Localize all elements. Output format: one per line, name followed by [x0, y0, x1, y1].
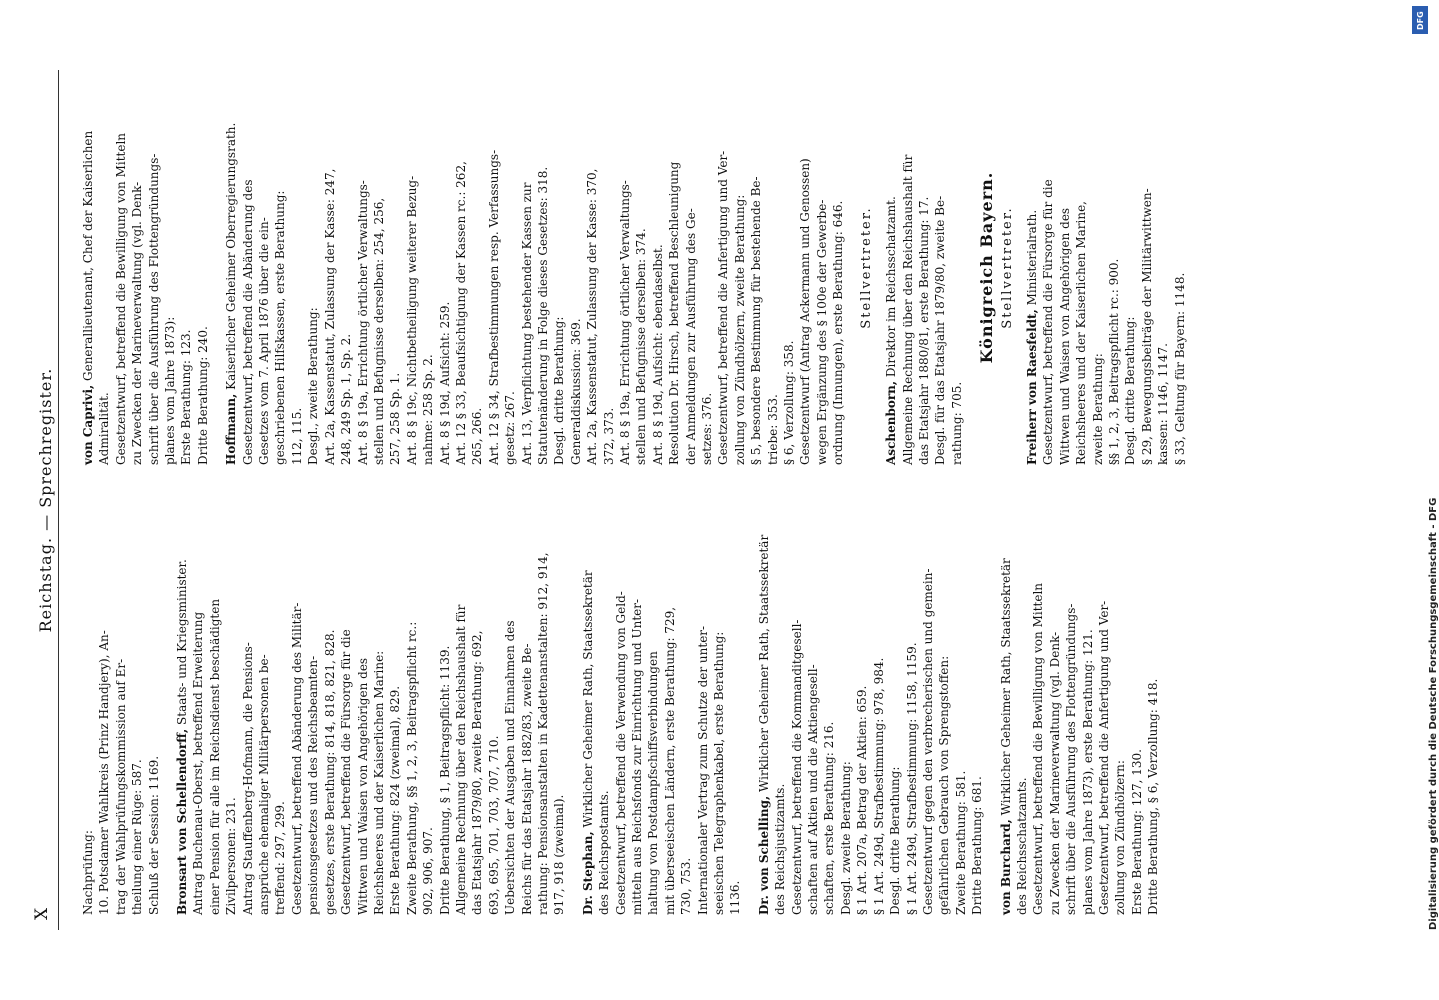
entry-line-text: Desgl. zweite Berathung:: [838, 761, 853, 915]
entry-name: Aschenborn,: [884, 380, 899, 465]
entry-line-text: Direktor im Reichsschatzamt.: [884, 196, 899, 378]
entry-line-text: seeischen Telegraphenkabel, erste Berathung:: [712, 631, 727, 915]
entry-line-text: stellen und Befugnisse derselben: 374.: [634, 228, 649, 465]
entry-name: von Caprivi,: [81, 384, 95, 465]
entry-line-text: zu Zwecken der Marineverwaltung (vgl. Denk-: [130, 181, 145, 465]
entry-line-text: Art. 12 § 33, Beaufsichtigung der Kassen rc.: 262,: [453, 161, 468, 465]
entry-line: [96, 70, 112, 465]
entry-line: [1014, 520, 1030, 915]
entry-line-text: schaften, erste Berathung: 216.: [822, 721, 837, 915]
entry-line: [699, 70, 715, 465]
entry-line: [404, 520, 420, 915]
entry-line: [551, 520, 567, 915]
entry-line: [207, 520, 223, 915]
entry-line-text: 10. Potsdamer Wahlkreis (Prinz Handjery), An-: [97, 630, 112, 915]
entry-line-text: § 6, Verzollung: 358.: [782, 340, 797, 465]
entry-line: [502, 70, 518, 465]
entry-line-text: Wittwen und Waisen von Angehörigen des: [1057, 207, 1072, 465]
dfg-logo-text: DFG: [1416, 11, 1425, 30]
entry-line: [1139, 70, 1155, 465]
entry-line-text: Wirklicher Geheimer Rath, Staatssekretär: [998, 558, 1013, 816]
entry-line-text: kassen: 1146, 1147.: [1156, 343, 1171, 465]
entry-line-text: §§ 1, 2, 3, Beitragspflicht rc.: 900.: [1106, 258, 1121, 465]
entry-line-text: Gesetzentwurf, betreffend Abänderung des Militär-: [289, 602, 304, 915]
entry-line: [519, 70, 535, 465]
register-entry-bronsart: [174, 520, 568, 915]
entry-line-text: gesetzes, erste Berathung: 814, 818, 821, 828.: [322, 629, 337, 915]
entry-line: [289, 70, 305, 465]
entry-line: [190, 520, 206, 915]
digitization-stamp: [1414, 30, 1439, 990]
entry-line: [420, 520, 436, 915]
entry-line: [727, 520, 743, 915]
entry-line-text: stellen und Befugnisse derselben: 254, 256,: [371, 197, 386, 465]
entry-line-text: Reichsheeres und der Kaiserlichen Marine:: [371, 650, 386, 915]
entry-name: von Burchard,: [998, 819, 1013, 915]
entry-line: [1080, 520, 1096, 915]
entry-line: [1106, 70, 1122, 465]
entry-line: [711, 520, 727, 915]
entry-line-text: 257, 258 Sp. 1.: [388, 372, 403, 465]
entry-line: [814, 70, 830, 465]
entry-line-text: 693, 695, 701, 703, 707, 710.: [486, 735, 501, 915]
entry-line-text: Wirklicher Geheimer Rath, Staatssekretär: [756, 534, 771, 792]
entry-line: [584, 70, 600, 465]
entry-line: [195, 70, 211, 465]
entry-line-text: Art. 8 § 19d, Aufsicht: 259.: [437, 301, 452, 465]
entry-line: [830, 70, 846, 465]
entry-line-text: ansprüche ehemaliger Militärpersonen be-: [257, 654, 272, 915]
entry-line: [1024, 70, 1040, 465]
entry-line-text: 248, 249 Sp. 1, Sp. 2.: [339, 333, 354, 465]
column-divider: [70, 494, 1370, 495]
entry-line: [932, 70, 948, 465]
entry-line-text: haltung von Postdampfschiffsverbindungen: [646, 651, 661, 915]
entry-line: [838, 520, 854, 915]
entry-line: [178, 70, 194, 465]
entry-line: [765, 70, 781, 465]
entry-line: [305, 520, 321, 915]
entry-line-text: Staats- und Kriegsminister.: [175, 559, 190, 725]
entry-line: [633, 70, 649, 465]
entry-line: [272, 520, 288, 915]
entry-line-text: Zweite Berathung, §§ 1, 2, 3, Beitragspflicht rc.:: [404, 621, 419, 915]
entry-line: [80, 520, 96, 915]
register-entry-caprivi: [80, 70, 211, 465]
entry-line-text: einer Pension für alle im Reichsdienst beschädigten: [207, 598, 222, 915]
entry-line-text: Gesetzentwurf, betreffend die Fürsorge für die: [1041, 179, 1056, 465]
entry-line: [1073, 70, 1089, 465]
entry-line: [223, 520, 239, 915]
entry-line-text: Erste Berathung: 824 (zweimal), 829.: [388, 685, 403, 915]
register-entry-stephan: [580, 520, 744, 915]
entry-line-text: Nachprüfung:: [81, 830, 95, 915]
entry-line-text: das Etatsjahr 1880/81, erste Berathung: 17.: [916, 196, 931, 465]
entry-line: [887, 520, 903, 915]
entry-line: [781, 70, 797, 465]
entry-line-text: Resolution Dr. Hirsch, betreffend Beschleunigung: [667, 161, 682, 465]
entry-line: [629, 520, 645, 915]
entry-line-text: § 1 Art. 249d, Strafbestimmung: 1158, 1159.: [904, 642, 919, 915]
entry-line: [789, 520, 805, 915]
entry-line: [920, 520, 936, 915]
entry-line: [1063, 520, 1079, 915]
column-left: [80, 520, 1370, 915]
entry-line-text: Gesetzentwurf, betreffend die Verwendung von Geld-: [613, 591, 628, 915]
entry-line: [338, 70, 354, 465]
register-entry-raesfeldt: [1024, 70, 1188, 465]
entry-line: [883, 70, 899, 465]
entry-line: [289, 520, 305, 915]
entry-line-text: Admiralität.: [97, 392, 112, 465]
entry-line-text: Antrag Buchenau-Oberst, betreffend Erweiterung: [191, 611, 206, 915]
entry-line: [502, 520, 518, 915]
entry-line: [678, 520, 694, 915]
entry-line: [322, 70, 338, 465]
entry-line: [113, 70, 129, 465]
entry-line: [1057, 70, 1073, 465]
entry-line-text: Zweite Berathung: 581.: [953, 770, 968, 915]
entry-line-text: Gesetzentwurf, betreffend die Anfertigung und Ver-: [1096, 600, 1111, 915]
entry-line: [387, 70, 403, 465]
section-subtitle: Stellvertreter.: [999, 206, 1015, 329]
entry-line-text: mit überseeischen Ländern, erste Berathung: 729,: [662, 606, 677, 915]
entry-line-text: Internationaler Vertrag zum Schutze der unter-: [695, 625, 710, 915]
entry-line-text: schrift über die Ausführung des Flottengründungs-: [146, 153, 161, 465]
entry-line: [305, 70, 321, 465]
entry-name: Dr. von Schelling,: [756, 795, 771, 915]
entry-line: [256, 70, 272, 465]
entry-line: [96, 520, 112, 915]
entry-line-text: Desgl. dritte Berathung:: [552, 316, 567, 465]
entry-line: [645, 520, 661, 915]
entry-line-text: Wittwen und Waisen von Angehörigen des: [355, 657, 370, 915]
entry-name: Dr. Stephan,: [580, 831, 595, 915]
entry-line: [1172, 70, 1188, 465]
entry-line: [387, 520, 403, 915]
entry-line-text: setzes: 376.: [700, 392, 715, 465]
entry-line-text: gefährlichen Gebrauch von Sprengstoffen:: [937, 655, 952, 915]
entry-line-text: 112, 115.: [289, 407, 304, 465]
entry-line: [355, 520, 371, 915]
entry-line: [437, 520, 453, 915]
entry-line-text: Gesetzentwurf, betreffend die Bewilligung von Mitteln: [1031, 582, 1046, 915]
entry-line-text: 1136.: [728, 880, 743, 915]
entry-line-text: Zivilpersonen: 231.: [224, 797, 239, 915]
entry-line-text: Gesetzentwurf, betreffend die Bewilligung von Mitteln: [113, 132, 128, 465]
entry-line-text: zollung von Zündhölzern:: [1113, 760, 1128, 915]
entry-line-text: des Reichsjustizamts.: [773, 783, 788, 915]
entry-line: [1122, 70, 1138, 465]
entry-line-text: trag der Wahlprüfungskommission auf Er-: [113, 658, 128, 915]
entry-line: [748, 70, 764, 465]
entry-line: [854, 520, 870, 915]
entry-line: [129, 70, 145, 465]
entry-line-text: § 1 Art. 249d, Strafbestimmung: 978, 984.: [871, 657, 886, 915]
entry-line: [871, 520, 887, 915]
entry-line: [998, 520, 1014, 915]
entry-line-text: pensionsgesetzes und des Reichsbeamten-: [306, 655, 321, 915]
entry-line-text: Art. 8 § 19a, Errichtung örtlicher Verwaltungs-: [355, 180, 370, 465]
entry-line: [80, 70, 96, 465]
entry-line: [453, 520, 469, 915]
entry-line: [240, 520, 256, 915]
digitization-stamp-text: Digitalisierung gefördert durch die Deutsche Forschungsgemeinschaft - DFG: [1428, 497, 1439, 930]
entry-line-text: Kaiserlicher Geheimer Oberregierungsrath.: [224, 122, 239, 390]
entry-line-text: Ministerialrath.: [1024, 209, 1039, 306]
entry-line-text: § 29, Bewegungsbeiträge der Militärwittwen-: [1139, 188, 1154, 465]
entry-line: [1040, 70, 1056, 465]
entry-line-text: zollung von Zündhölzern, zweite Berathung:: [732, 194, 747, 465]
entry-line: [404, 70, 420, 465]
entry-line-text: Antrag Stauffenberg-Hofmann, die Pensions-: [240, 642, 255, 915]
entry-line: [174, 520, 190, 915]
entry-line: [732, 70, 748, 465]
entry-line: [223, 70, 239, 465]
entry-line-text: der Anmeldungen zur Ausführung des Ge-: [683, 208, 698, 465]
entry-line-text: Art. 8 § 19d, Aufsicht: ebendaselbst.: [650, 244, 665, 465]
entry-line-text: Generaldiskussion: 369.: [568, 318, 583, 465]
entry-line-text: 730, 753.: [679, 857, 694, 915]
entry-line: [486, 520, 502, 915]
entry-line-text: Gesetzentwurf (Antrag Ackermann und Genossen): [798, 158, 813, 465]
entry-line-text: Schluß der Session: 1169.: [146, 755, 161, 915]
entry-line: [772, 520, 788, 915]
entry-line-text: 917, 918 (zweimal).: [552, 794, 567, 915]
entry-line-text: Desgl., zweite Berathung:: [306, 307, 321, 465]
entry-line-text: 372, 373.: [601, 407, 616, 465]
running-title: Reichstag. — Sprechregister.: [36, 367, 55, 633]
entry-line-text: gesetz: 267.: [503, 391, 518, 465]
entry-line-text: triebe: 353.: [765, 394, 780, 465]
entry-line: [715, 70, 731, 465]
entry-name: Freiherr von Raesfeldt,: [1024, 309, 1039, 465]
entry-line: [453, 70, 469, 465]
entry-name: Hoffmann,: [224, 393, 239, 465]
entry-line-text: schrift über die Ausführung des Flottengründungs-: [1064, 603, 1079, 915]
entry-line-text: Wirklicher Geheimer Rath, Staatssekretär: [580, 570, 595, 828]
register-entry-nachpruefung: [80, 520, 162, 915]
entry-line-text: Dritte Berathung, § 6, Verzollung: 418.: [1146, 678, 1161, 915]
entry-line-text: Reichs für das Etatsjahr 1882/83, zweite Be-: [519, 643, 534, 915]
entry-line: [1047, 520, 1063, 915]
entry-line: [355, 70, 371, 465]
entry-line: [617, 70, 633, 465]
entry-line-text: Dritte Berathung, § 1, Beitragspflicht: 1139.: [437, 645, 452, 915]
entry-line: [1096, 520, 1112, 915]
entry-line: [756, 520, 772, 915]
entry-line: [469, 520, 485, 915]
header-rule: [58, 70, 59, 930]
entry-line: [568, 70, 584, 465]
entry-line: [916, 70, 932, 465]
entry-line-text: § 5, besondere Bestimmung für bestehende Be-: [749, 176, 764, 465]
entry-name: Bronsart von Schellendorff,: [175, 728, 190, 915]
entry-line-text: ordnung (Innungen), erste Berathung: 646.: [831, 200, 846, 465]
entry-line: [904, 520, 920, 915]
entry-line-text: Generallieutenant, Chef der Kaiserlichen: [81, 130, 95, 381]
entry-line-text: Gesetzentwurf, betreffend die Fürsorge für die: [339, 629, 354, 915]
entry-line: [146, 520, 162, 915]
entry-line: [338, 520, 354, 915]
entry-line: [519, 520, 535, 915]
entry-line: [797, 70, 813, 465]
column-right: [80, 70, 1370, 465]
entry-line-text: § 1 Art. 207a, Betrag der Aktien: 659.: [855, 685, 870, 915]
entry-line-text: Gesetzentwurf, betreffend die Abänderung des: [240, 179, 255, 465]
entry-line-text: Gesetzentwurf, betreffend die Kommanditgesell-: [789, 619, 804, 915]
entry-line-text: rathung: 705.: [949, 381, 964, 465]
entry-line: [900, 70, 916, 465]
entry-line-text: das Etatsjahr 1879/80, zweite Berathung: 692,: [470, 630, 485, 915]
entry-line: [535, 520, 551, 915]
entry-line-text: geschriebenen Hilfskassen, erste Berathung:: [273, 190, 288, 465]
entry-line-text: Dritte Berathung: 240.: [195, 326, 210, 465]
entry-line-text: wegen Ergänzung des § 100e der Gewerbe-: [814, 199, 829, 465]
entry-line-text: Reichsheeres und der Kaiserlichen Marine,: [1074, 201, 1089, 465]
entry-line: [662, 520, 678, 915]
entry-line: [371, 70, 387, 465]
entry-line-text: Gesetzentwurf gegen den verbrecherischen und gemein-: [920, 568, 935, 915]
entry-line-text: § 33, Geltung für Bayern: 1148.: [1172, 272, 1187, 465]
register-entry-aschenborn: [883, 70, 965, 465]
section-subtitle: Stellvertreter.: [858, 206, 874, 329]
entry-line-text: Desgl. dritte Berathung:: [888, 766, 903, 915]
entry-line: [113, 520, 129, 915]
entry-line: [486, 70, 502, 465]
entry-line-text: schaften auf Aktien und die Aktiengesell-: [806, 664, 821, 915]
entry-line: [420, 70, 436, 465]
entry-line-text: Dritte Berathung: 681.: [970, 776, 985, 915]
entry-line-text: Gesetzes vom 7. April 1876 über die ein-: [257, 217, 272, 465]
entry-line-text: Erste Berathung: 123.: [179, 329, 194, 465]
entry-line-text: Art. 2a, Kassenstatut, Zulassung der Kasse: 247,: [322, 168, 337, 465]
entry-line-text: nahme: 258 Sp. 2.: [421, 354, 436, 465]
entry-line: [601, 70, 617, 465]
entry-line-text: Art. 8 § 19a, Errichtung örtlicher Verwaltungs-: [618, 180, 632, 465]
entry-line-text: Statutenänderung in Folge dieses Gesetzes: 318.: [535, 166, 550, 465]
section-title: Königreich Bayern.: [977, 171, 997, 364]
entry-line-text: Allgemeine Rechnung über den Reichshaushalt für: [900, 154, 915, 465]
entry-line: [613, 520, 629, 915]
entry-line: [969, 520, 985, 915]
entry-line-text: des Reichsschatzamts.: [1014, 777, 1029, 915]
entry-line: [1030, 520, 1046, 915]
entry-line: [580, 520, 596, 915]
entry-line-text: rathung: Pensionsanstalten in Kadettenanstalten: 912, 914,: [535, 552, 550, 915]
entry-line: [129, 520, 145, 915]
entry-line-text: treffend: 297, 299.: [273, 801, 288, 915]
register-entry-burchard: [998, 520, 1162, 915]
entry-line-text: 902, 906, 907.: [421, 827, 436, 915]
entry-line: [551, 70, 567, 465]
entry-line-text: Desgl. für das Etatsjahr 1879/80, zweite Be-: [933, 195, 948, 465]
entry-line-text: Art. 8 § 19c, Nichtbetheiligung weiterer Bezug-: [404, 175, 419, 465]
register-entry-schelling: [756, 520, 986, 915]
entry-line: [936, 520, 952, 915]
entry-line: [437, 70, 453, 465]
entry-line: [1090, 70, 1106, 465]
entry-line: [666, 70, 682, 465]
entry-line: [1112, 520, 1128, 915]
entry-line-text: Uebersichten der Ausgaben und Einnahmen des: [503, 620, 518, 915]
entry-line-text: Allgemeine Rechnung über den Reichshaushalt für: [453, 604, 468, 915]
entry-line: [683, 70, 699, 465]
entry-line: [596, 520, 612, 915]
entry-line: [322, 520, 338, 915]
entry-line-text: Erste Berathung: 127, 130.: [1129, 748, 1144, 915]
entry-line: [695, 520, 711, 915]
entry-line: [650, 70, 666, 465]
entry-line-text: planes vom Jahre 1873), erste Berathung: 121.: [1080, 629, 1095, 915]
entry-line: [371, 520, 387, 915]
entry-line: [1155, 70, 1171, 465]
entry-line: [949, 70, 965, 465]
entry-line-text: 265, 266.: [470, 407, 485, 465]
entry-line: [162, 70, 178, 465]
entry-line: [272, 70, 288, 465]
entry-line: [256, 520, 272, 915]
entry-line: [1145, 520, 1161, 915]
entry-line-text: theilung einer Rüge: 587.: [130, 759, 145, 915]
entry-line: [821, 520, 837, 915]
entry-line-text: zweite Berathung:: [1090, 353, 1105, 465]
entry-line: [240, 70, 256, 465]
entry-line-text: zu Zwecken der Marineverwaltung (vgl. Denk-: [1047, 631, 1062, 915]
entry-line: [953, 520, 969, 915]
entry-line-text: Art. 2a, Kassenstatut, Zulassung der Kasse: 370,: [585, 168, 600, 465]
register-entry-hoffmann: [223, 70, 846, 465]
entry-line: [469, 70, 485, 465]
entry-line-text: Gesetzentwurf, betreffend die Anfertigung und Ver-: [716, 150, 731, 465]
page-letter: X: [32, 907, 52, 920]
entry-line-text: Desgl. dritte Berathung:: [1123, 316, 1138, 465]
entry-line-text: des Reichspostamts.: [597, 790, 612, 915]
entry-line-text: Art. 13, Verpflichtung bestehender Kassen zur: [519, 182, 534, 465]
entry-line-text: mitteln aus Reichsfonds zur Einrichtung und Unter-: [630, 598, 644, 915]
entry-line: [805, 520, 821, 915]
entry-line: [535, 70, 551, 465]
entry-line-text: Art. 12 § 34, Strafbestimmungen resp. Verfassungs-: [486, 149, 501, 465]
entry-line: [146, 70, 162, 465]
entry-line: [1129, 520, 1145, 915]
entry-line-text: planes vom Jahre 1873):: [163, 316, 178, 465]
